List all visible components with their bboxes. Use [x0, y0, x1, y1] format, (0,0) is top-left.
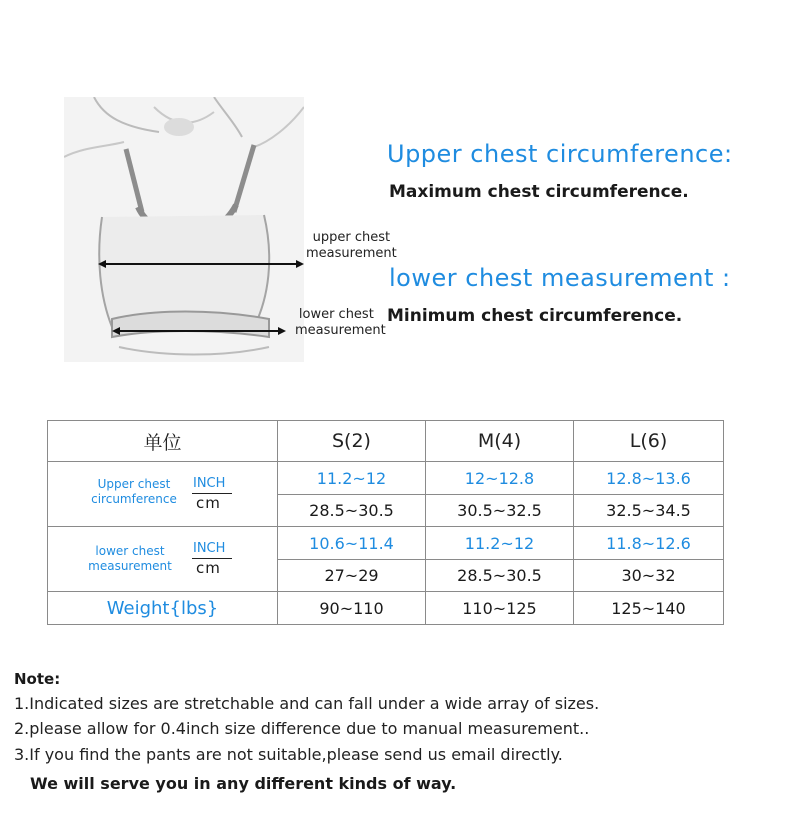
lower-inch-m: 11.2~12 [426, 527, 574, 560]
upper-chest-desc: Maximum chest circumference. [389, 182, 689, 202]
note-line-2: 2.please allow for 0.4inch size difference due to manual measurement.. [14, 719, 590, 738]
lower-cm-l: 30~32 [574, 560, 724, 592]
weight-row [48, 592, 724, 625]
note-line-1: 1.Indicated sizes are stretchable and can fall under a wide array of sizes. [14, 694, 600, 713]
lower-chest-title: lower chest measurement : [389, 264, 731, 292]
lower-cm-s: 27~29 [278, 560, 426, 592]
unit-inch-label: INCH [193, 541, 226, 556]
upper-chest-row-label [48, 462, 278, 527]
upper-chest-diagram-label [306, 230, 397, 262]
upper-row-label-line1: Upper chest [97, 477, 171, 491]
size-m-header: M(4) [426, 421, 574, 462]
upper-cm-m: 30.5~32.5 [426, 495, 574, 527]
sports-bra-illustration [64, 97, 304, 362]
lower-cm-m: 28.5~30.5 [426, 560, 574, 592]
upper-inch-m: 12~12.8 [426, 462, 574, 495]
weight-s: 90~110 [278, 592, 426, 625]
lower-chest-diagram-label [287, 307, 386, 339]
upper-chest-title: Upper chest circumference: [387, 140, 733, 168]
table-header-row [48, 421, 724, 462]
lower-chest-desc: Minimum chest circumference. [387, 306, 683, 326]
size-table [47, 420, 724, 625]
lower-label-line1: lower chest [298, 307, 374, 322]
upper-row-label-line2: circumference [91, 492, 177, 506]
lower-label-line2: measurement [295, 323, 386, 338]
upper-label-line2: measurement [306, 246, 397, 261]
lower-inch-s: 10.6~11.4 [278, 527, 426, 560]
lower-chest-row-label [48, 527, 278, 592]
upper-inch-row [48, 462, 724, 495]
lower-row-label-line2: measurement [88, 559, 172, 573]
lower-inch-l: 11.8~12.6 [574, 527, 724, 560]
unit-header: 单位 [48, 421, 278, 462]
unit-cm-label: cm [196, 494, 221, 512]
lower-inch-row [48, 527, 724, 560]
upper-cm-s: 28.5~30.5 [278, 495, 426, 527]
upper-inch-l: 12.8~13.6 [574, 462, 724, 495]
note-line-3: 3.If you find the pants are not suitable,please send us email directly. [14, 745, 563, 764]
weight-label: Weight{lbs} [48, 592, 278, 625]
weight-l: 125~140 [574, 592, 724, 625]
closing-statement: We will serve you in any different kinds of way. [30, 774, 457, 793]
unit-inch-label: INCH [193, 476, 226, 491]
lower-row-label-line1: lower chest [95, 544, 165, 558]
note-title: Note: [14, 670, 61, 688]
weight-m: 110~125 [426, 592, 574, 625]
size-l-header: L(6) [574, 421, 724, 462]
upper-inch-s: 11.2~12 [278, 462, 426, 495]
upper-label-line1: upper chest [312, 230, 391, 245]
upper-cm-l: 32.5~34.5 [574, 495, 724, 527]
unit-cm-label: cm [196, 559, 221, 577]
size-s-header: S(2) [278, 421, 426, 462]
